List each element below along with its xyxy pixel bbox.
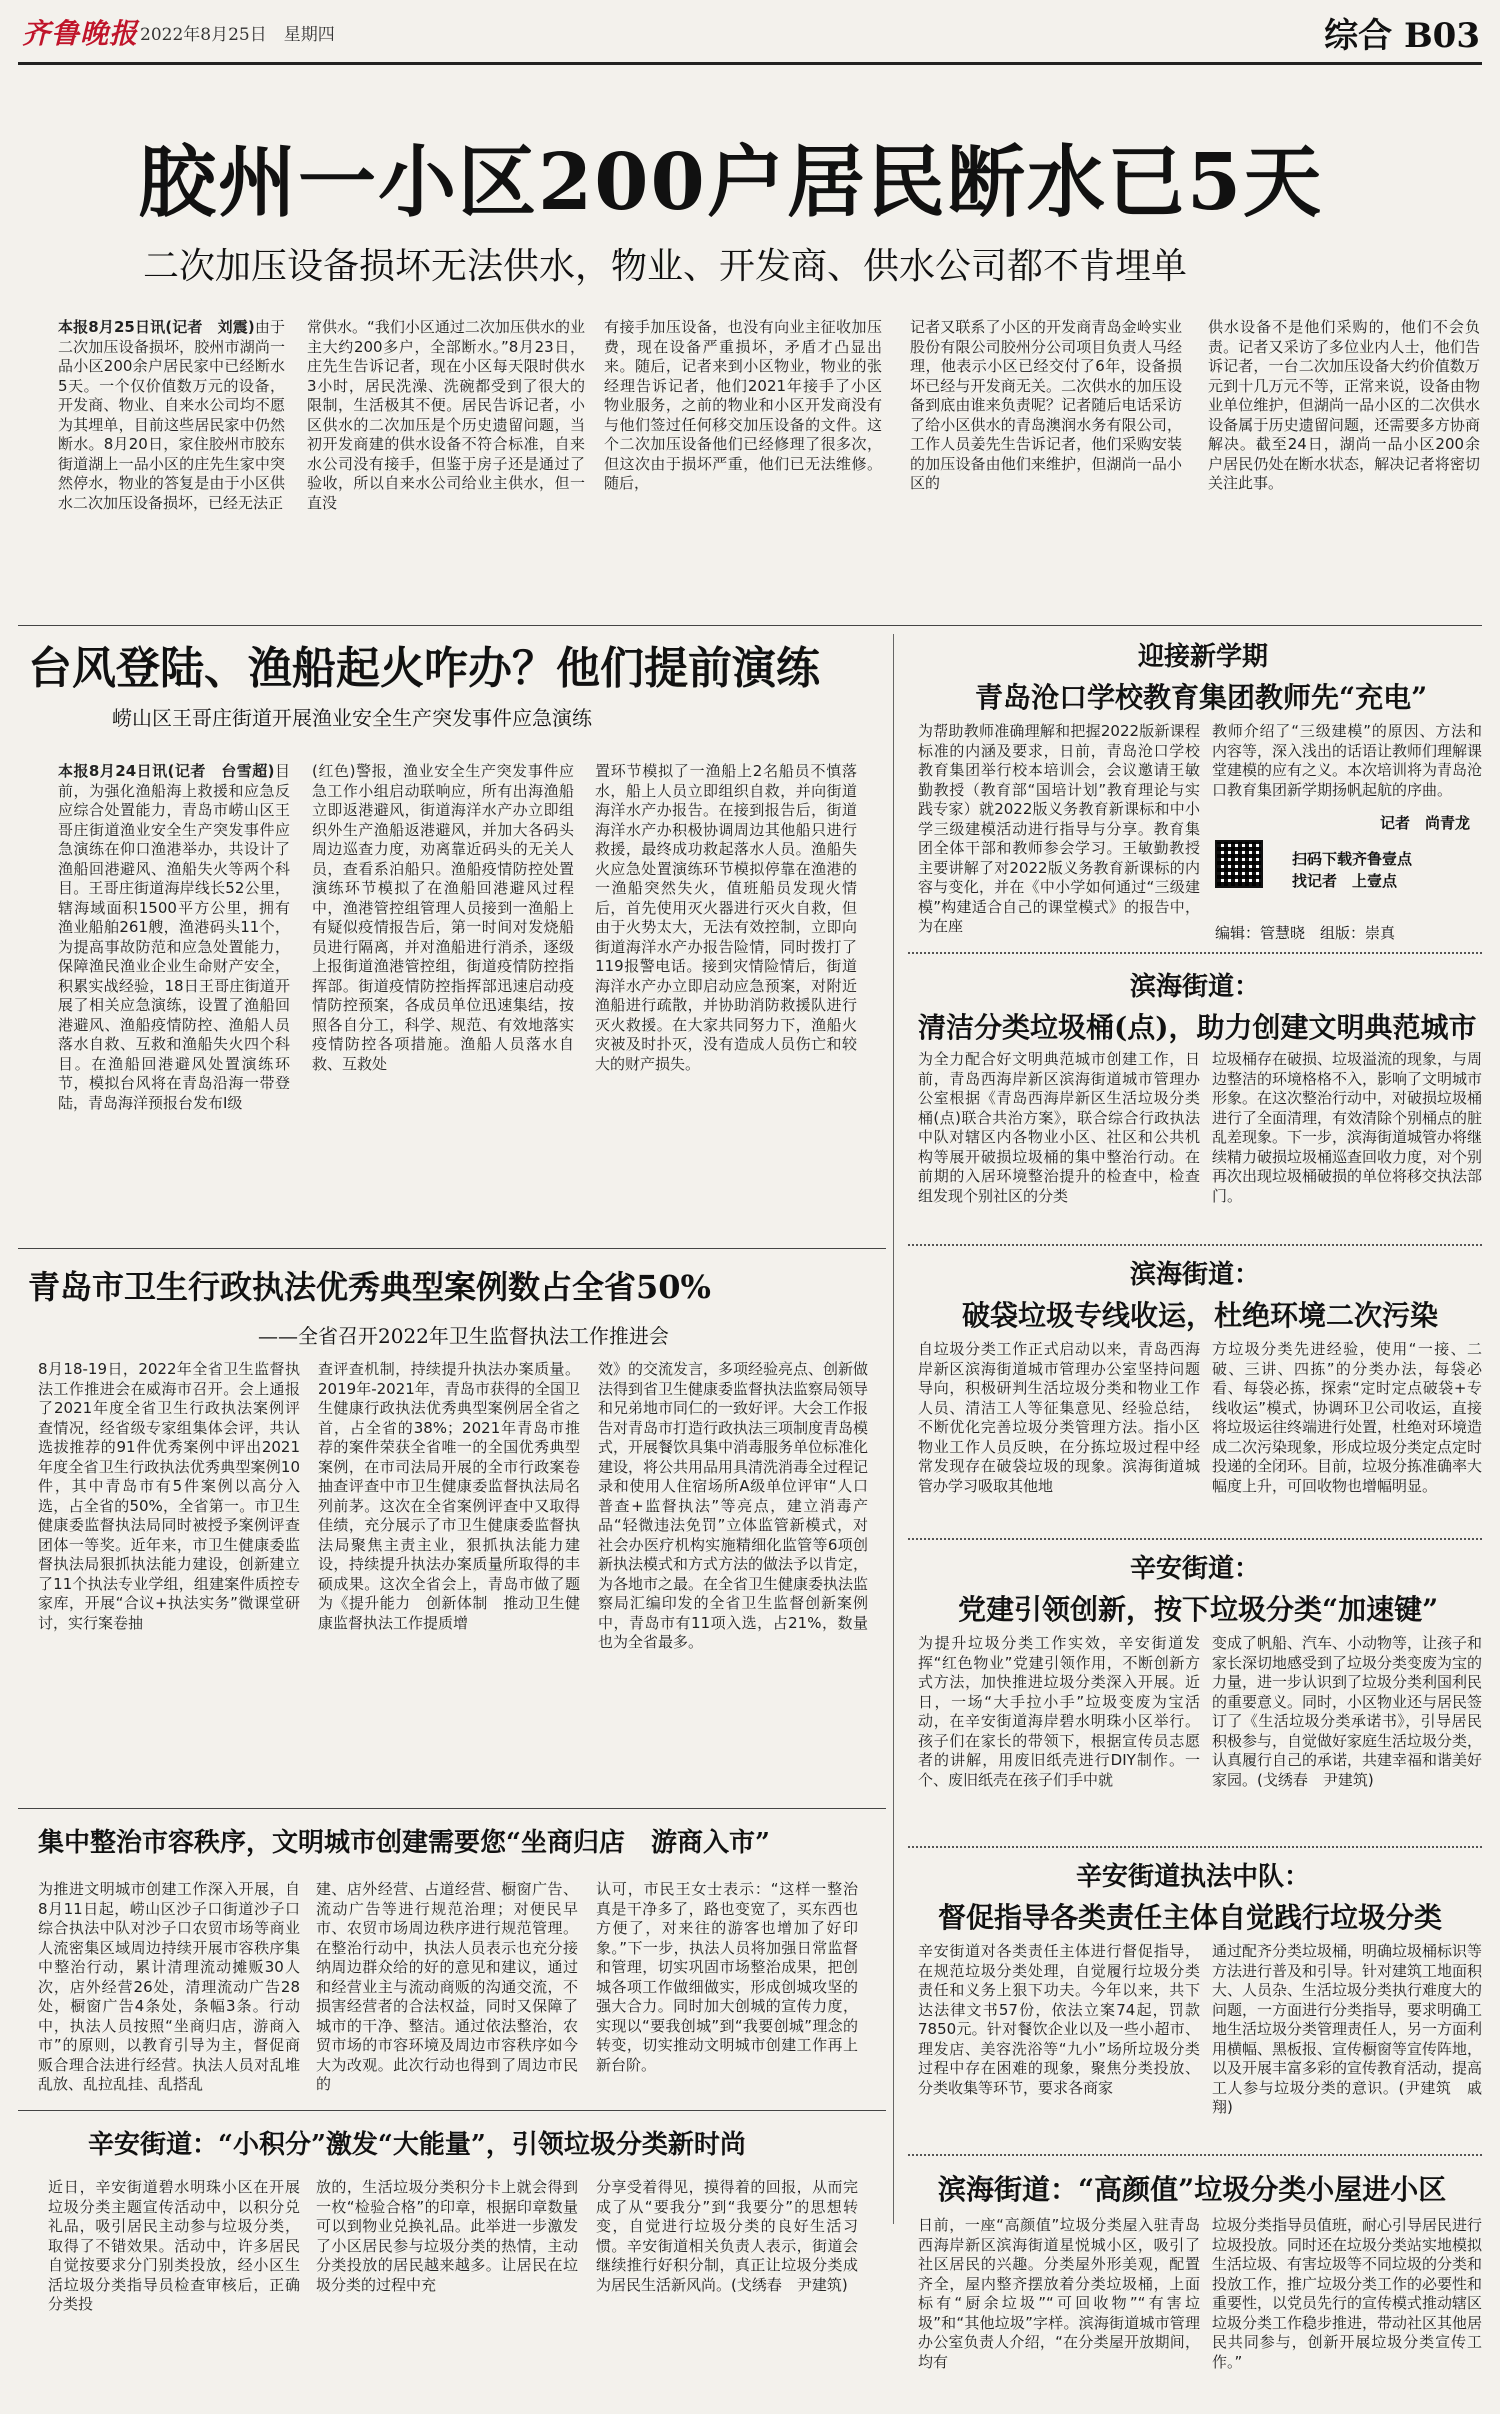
- article-3-col-2: 查评查机制，持续提升执法办案质量。2019年-2021年，青岛市获得的全国卫生健康行政执法优秀典型案例居全省之首，占全省的38%；2021年青岛市推荐的案件荣获全省唯一的全国优秀典型案例，在市司法局开展的全市行政案卷抽查评查中市卫生健康委监督执法局名列前茅。这次在全省案例评查中又取得佳绩，充分展示了市卫生健康委监督执法局聚焦主责主业，狠抓执法能力建设，持续提升执法办案质量所取得的丰硕成果。这次全省会上，青岛市做了题为《提升能力 创新体制 推动卫生健康监督执法工作提质增: [318, 1360, 580, 1632]
- article-1-subtitle: 二次加压设备损坏无法供水，物业、开发商、供水公司都不肯埋单: [143, 246, 1188, 287]
- article-2-col-1: 本报8月24日讯(记者 台雪超)目前，为强化渔船海上救援和应急反应综合处置能力，青岛市崂山区王哥庄街道渔业安全生产突发事件应急演练在仰口渔港举办，共设计了渔船回港避风、渔船失火等两个科目。王哥庄街道海岸线长52公里，辖海域面积1500平方公里，拥有渔业船舶261艘，渔港码头11个，为提高事故防范和应急处置能力，保障渔民渔业企业生命财产安全，积累实战经验，18日王哥庄街道开展了相关应急演练，设置了渔船回港避风、渔船疫情防控、渔船人员落水自救、互救和渔船失火四个科目。在渔船回港避风处置演练环节，模拟台风将在青岛沿海一带登陆，青岛海洋预报台发布I级: [58, 762, 290, 1112]
- article-5-title: 辛安街道：“小积分”激发“大能量”，引领垃圾分类新时尚: [88, 2130, 746, 2160]
- right-2-title: 清洁分类垃圾桶(点)，助力创建文明典范城市: [918, 1011, 1477, 1044]
- right-6-col-1: 日前，一座“高颜值”垃圾分类屋入驻青岛西海岸新区滨海街道星悦城小区，吸引了社区居民的兴趣。分类屋外形美观，配置齐全，屋内整齐摆放着分类垃圾桶，上面标有“厨余垃圾”“可回收物”“有害垃圾”和“其他垃圾”字样。滨海街道城市管理办公室负责人介绍，“在分类屋开放期间，均有: [918, 2216, 1200, 2371]
- article-2-rule: [18, 1248, 886, 1249]
- article-5-col-3: 分享受着得见，摸得着的回报，从而完成了从“要我分”到“我要分”的思想转变，自觉进行垃圾分类的良好生活习惯。辛安街道相关负责人表示，街道会继续推行好积分制，真正让垃圾分类成为居民生活新风尚。(戈绣春 尹建筑): [596, 2178, 858, 2294]
- right-5-col-1: 辛安街道对各类责任主体进行督促指导，在规范垃圾分类处理，自觉履行垃圾分类责任和义务上狠下功夫。今年以来，共下达法律文书57份，依法立案74起，罚款7850元。针对餐饮企业以及一些小超市、理发店、美容洗浴等“九小”场所垃圾分类过程中存在困难的现象，聚焦分类投放、分类收集等环节，要求各商家: [918, 1942, 1200, 2097]
- editor-credit: 编辑：管慧晓 组版：崇真: [1215, 924, 1396, 942]
- article-3-rule: [18, 1808, 886, 1809]
- column-divider: [893, 634, 894, 2224]
- right-1-col-1: 为帮助教师准确理解和把握2022版新课程标准的内涵及要求，日前，青岛沧口学校教育集团举行校本培训会，会议邀请王敏勤教授（教育部“国培计划”教育理论与实践专家）就2022版义务教育新课标和中小学三级建模活动进行指导与分享。教育集团全体干部和教师参会学习。王敏勤教授主要讲解了对2022版义务教育新课标的内容与变化，并在《中小学如何通过“三级建模”构建适合自己的课堂模式》的报告中，为在座: [918, 722, 1200, 935]
- right-6-col-2: 垃圾分类指导员值班，耐心引导居民进行垃圾投放。同时还在垃圾分类站实地模拟生活垃圾、有害垃圾等不同垃圾的分类和投放工作，推广垃圾分类工作的必要性和重要性，以党员先行的宣传模式推动辖区垃圾分类工作稳步推进，带动社区其他居民共同参与，创新开展垃圾分类宣传工作。”: [1212, 2216, 1482, 2371]
- right-5-rule: [908, 2154, 1482, 2156]
- right-5-title: 督促指导各类责任主体自觉践行垃圾分类: [938, 1901, 1443, 1934]
- right-2-col-2: 垃圾桶存在破损、垃圾溢流的现象，与周边整洁的环境格格不入，影响了文明城市形象。在这次整治行动中，对破损垃圾桶进行了全面清理，有效清除个别桶点的脏乱差现象。下一步，滨海街道城管办将继续精力破损垃圾桶巡查回收力度，对个别再次出现垃圾桶破损的单位将移交执法部门。: [1212, 1050, 1482, 1205]
- right-4-title: 党建引领创新，按下垃圾分类“加速键”: [958, 1593, 1439, 1626]
- article-1-col-4: 记者又联系了小区的开发商青岛金岭实业股份有限公司胶州分公司项目负责人马经理，他表示小区已经交付了6年，设备损坏已经与开发商无关。二次供水的加压设备到底由谁来负责呢？记者随后电话采访了给小区供水的青岛澳润水务有限公司，工作人员姜先生告诉记者，他们采购安装的加压设备由他们来维护，但湖尚一品小区的: [910, 318, 1182, 492]
- right-2-rule: [908, 1244, 1482, 1246]
- right-6-title: 滨海街道：“高颜值”垃圾分类小屋进小区: [938, 2173, 1447, 2206]
- right-4-rule: [908, 1846, 1482, 1848]
- right-1-kicker: 迎接新学期: [1138, 642, 1269, 672]
- article-3-subtitle: ——全省召开2022年卫生监督执法工作推进会: [258, 1324, 669, 1348]
- right-4-col-2: 变成了帆船、汽车、小动物等，让孩子和家长深切地感受到了垃圾分类变废为宝的力量，进一步认识到了垃圾分类利国利民的重要意义。同时，小区物业还与居民签订了《生活垃圾分类承诺书》，引导居民积极参与，自觉做好家庭生活垃圾分类，认真履行自己的承诺，共建幸福和谐美好家园。(戈绣春 尹建筑): [1212, 1634, 1482, 1789]
- article-3-col-1: 8月18-19日，2022年全省卫生监督执法工作推进会在威海市召开。会上通报了2021年度全省卫生行政执法案例评查情况，经省级专家组集体会评，共认选拔推荐的91件优秀案例中评出2021年度全省卫生行政执法优秀典型案例10件，其中青岛市有5件案例以高分入选，占全省的50%，全省第一。市卫生健康委监督执法局同时被授予案例评查团体一等奖。近年来，市卫生健康委监督执法局狠抓执法能力建设，创新建立了11个执法专业学组，组建案件质控专家库，开展“合议+执法实务”微课堂研讨，实行案卷抽: [38, 1360, 300, 1632]
- right-2-col-1: 为全力配合好文明典范城市创建工作，日前，青岛西海岸新区滨海街道城市管理办公室根据《青岛西海岸新区生活垃圾分类桶(点)联合共治方案》，联合综合行政执法中队对辖区内各物业小区、社区和公共机构等展开破损垃圾桶的集中整治行动。在前期的入居环境整治提升的检查中，检查组发现个别社区的分类: [918, 1050, 1200, 1205]
- right-3-kicker: 滨海街道：: [1130, 1260, 1261, 1290]
- right-4-kicker: 辛安街道：: [1130, 1554, 1261, 1584]
- right-3-col-2: 方垃圾分类先进经验，使用“一接、二破、三讲、四拣”的分类办法，每袋必看、每袋必拣，探索“定时定点破袋+专线收运”模式，协调环卫公司收运，直接将垃圾运往终端进行处置，杜绝对环境造成二次污染现象，形成垃圾分类定点定时投递的全闭环。目前，垃圾分拣准确率大幅度上升，可回收物也增幅明显。: [1212, 1340, 1482, 1495]
- article-2-byline: 本报8月24日讯(记者 台雪超): [58, 762, 275, 780]
- article-1-col-2: 常供水。“我们小区通过二次加压供水的业主大约200多户，全部断水。”8月23日，庄先生告诉记者，现在小区每天限时供水3小时，居民洗澡、洗碗都受到了很大的限制，生活极其不便。居民告诉记者，小区供水的二次加压是个历史遗留问题，当初开发商建的供水设备不符合标准，自来水公司没有接手，但鉴于房子还是通过了验收，所以自来水公司给业主供水，但一直没: [307, 318, 585, 512]
- article-1-col-5: 供水设备不是他们采购的，他们不会负责。记者又采访了多位业内人士，他们告诉记者，一台二次加压设备大约价值数万元到十几万元不等，正常来说，设备由物业单位维护，但湖尚一品小区的二次供水设备属于历史遗留问题，还需要多方协商解决。截至24日，湖尚一品小区200余户居民仍处在断水状态，解决记者将密切关注此事。: [1208, 318, 1480, 492]
- article-1-rule: [18, 625, 1482, 626]
- right-3-rule: [908, 1538, 1482, 1540]
- qr-caption: 扫码下载齐鲁壹点 找记者 上壹点: [1292, 850, 1413, 890]
- article-4-col-2: 建、店外经营、占道经营、橱窗广告、流动广告等进行规范治理；对便民早市、农贸市场周边秩序进行规范管理。在整治行动中，执法人员表示也充分接纳周边群众给的好的意见和建议，通过和经营业主与流动商贩的沟通交流，不损害经营者的合法权益，同时又保障了城市的干净、整洁。通过依法整治，农贸市场的市容环境及周边市容秩序如今大为改观。此次行动也得到了周边市民的: [316, 1880, 578, 2093]
- article-4-rule: [18, 2110, 886, 2111]
- article-2-col-3: 置环节模拟了一渔船上2名船员不慎落水，船上人员立即组织自救，并向街道海洋水产办报告。在接到报告后，街道海洋水产办积极协调周边其他船只进行救援，最终成功救起落水人员。渔船失火应急处置演练环节模拟停靠在渔港的一渔船突然失火，值班船员发现火情后，首先使用灭火器进行灭火自救，但由于火势太大，无法有效控制，立即向街道海洋水产办报告险情，同时拨打了119报警电话。接到灾情险情后，街道海洋水产办立即启动应急预案，对附近渔船进行疏散，并协助消防救援队进行灭火救援。在大家共同努力下，渔船火灾被及时扑灭，没有造成人员伤亡和较大的财产损失。: [595, 762, 857, 1073]
- article-5-col-1: 近日，辛安街道碧水明珠小区在开展垃圾分类主题宣传活动中，以积分兑礼品，吸引居民主动参与垃圾分类，取得了不错效果。活动中，许多居民自觉按要求分门别类投放，经小区生活垃圾分类指导员检查审核后，正确分类投: [48, 2178, 300, 2313]
- right-1-rule: [908, 952, 1482, 954]
- right-5-col-2: 通过配齐分类垃圾桶，明确垃圾桶标识等方法进行普及和引导。针对建筑工地面积大、人员杂、生活垃圾分类执行难度大的问题，一方面进行分类指导，要求明确工地生活垃圾分类管理责任人，另一方面利用横幅、黑板报、宣传橱窗等宣传阵地，以及开展丰富多彩的宣传教育活动，提高工人参与垃圾分类的意识。(尹建筑 戚翔): [1212, 1942, 1482, 2116]
- article-2-subtitle: 崂山区王哥庄街道开展渔业安全生产突发事件应急演练: [112, 706, 592, 730]
- masthead-rule: [18, 62, 1482, 65]
- right-3-col-1: 自垃圾分类工作正式启动以来，青岛西海岸新区滨海街道城市管理办公室坚持问题导向，积极研判生活垃圾分类和物业工作人员、清洁工人等征集意见、经验总结，不断优化完善垃圾分类管理方法。指小区物业工作人员反映，在分拣垃圾过程中经常发现存在破袋垃圾的现象。滨海街道城管办学习吸取其他地: [918, 1340, 1200, 1495]
- article-3-col-3: 效》的交流发言，多项经验亮点、创新做法得到省卫生健康委监督执法监察局领导和兄弟地市同仁的一致好评。大会工作报告对青岛市打造行政执法三项制度青岛模式，开展餐饮具集中消毒服务单位标准化建设，将公共用品用具清洗消毒全过程记录和使用人住宿场所A级单位评审“人口普查+监督执法”等亮点，建立消毒产品“轻微违法免罚”立体监管新模式，对社会办医疗机构实施精细化监管等6项创新执法模式和方式方法的做法予以肯定，为各地市之最。在全省卫生健康委执法监察局汇编印发的全省卫生监督创新案例中，青岛市有11项入选，占21%，数量也为全省最多。: [598, 1360, 868, 1651]
- right-2-kicker: 滨海街道：: [1130, 972, 1261, 1002]
- right-1-title: 青岛沧口学校教育集团教师先“充电”: [975, 681, 1428, 714]
- article-2-col-2: (红色)警报，渔业安全生产突发事件应急工作小组启动联响应，所有出海渔船立即返港避风，街道海洋水产办立即组织外生产渔船返港避风，并加大各码头周边巡查力度，劝离靠近码头的无关人员，查看系泊船只。渔船疫情防控处置演练环节模拟了在渔船回港避风过程中，渔港管控组管理人员接到一渔船上有疑似疫情报告后，第一时间对发烧船员进行隔离，并对渔船进行消杀，逐级上报街道渔港管控组，街道疫情防控指挥部。街道疫情防控指挥部迅速启动疫情防控预案，各成员单位迅速集结，按照各自分工，科学、规范、有效地落实疫情防控各项措施。渔船人员落水自救、互救处: [312, 762, 574, 1073]
- article-4-title: 集中整治市容秩序，文明城市创建需要您“坐商归店 游商入市”: [38, 1828, 770, 1858]
- article-1-col-1: 本报8月25日讯(记者 刘震)由于二次加压设备损坏，胶州市湖尚一品小区200余户居民家中已经断水5天。一个仅价值数万元的设备，开发商、物业、自来水公司均不愿为其埋单，目前这些居民家中仍然断水。8月20日，家住胶州市胶东街道湖上一品小区的庄先生家中突然停水，物业的答复是由于小区供水二次加压设备损坏，已经无法正: [58, 318, 285, 512]
- right-1-reporter: 记者 尚青龙: [1380, 814, 1471, 832]
- article-1-title: 胶州一小区200户居民断水已5天: [138, 137, 1324, 228]
- qr-code-icon: [1215, 840, 1263, 888]
- article-2-title: 台风登陆、渔船起火咋办？他们提前演练: [28, 643, 820, 694]
- right-1-col-2: 教师介绍了“三级建模”的原因、方法和内容等，深入浅出的话语让教师们理解课堂建模的应有之义。本次培训将为青岛沧口教育集团新学期扬帆起航的序曲。: [1212, 722, 1482, 799]
- right-4-col-1: 为提升垃圾分类工作实效，辛安街道发挥“红色物业”党建引领作用，不断创新方式方法，加快推进垃圾分类深入开展。近日，一场“大手拉小手”垃圾变废为宝活动，在辛安街道海岸碧水明珠小区举行。孩子们在家长的带领下，根据宣传员志愿者的讲解，用废旧纸壳进行DIY制作。一个、废旧纸壳在孩子们手中就: [918, 1634, 1200, 1789]
- right-5-kicker: 辛安街道执法中队：: [1076, 1862, 1311, 1892]
- article-5-col-2: 放的，生活垃圾分类积分卡上就会得到一枚“检验合格”的印章，根据印章数量可以到物业兑换礼品。此举进一步激发了小区居民参与垃圾分类的热情，主动分类投放的居民越来越多。让居民在垃圾分类的过程中充: [316, 2178, 578, 2294]
- newspaper-logo: 齐鲁晚报: [22, 17, 139, 50]
- article-1-col-3: 有接手加压设备，也没有向业主征收加压费，现在设备严重损坏，矛盾才凸显出来。随后，记者来到小区物业，物业的张经理告诉记者，他们2021年接手了小区物业服务，之前的物业和小区开发商没有与他们签过任何移交加压设备的文件。这个二次加压设备他们已经修理了很多次，但这次由于损坏严重，他们已无法维修。随后，: [604, 318, 882, 492]
- article-3-title: 青岛市卫生行政执法优秀典型案例数占全省50%: [28, 1268, 711, 1306]
- article-4-col-3: 认可，市民王女士表示：“这样一整治真是干净多了，路也变宽了，买东西也方便了，对来往的游客也增加了好印象。”下一步，执法人员将加强日常监督和管理，切实巩固市场整治成果，把创城各项工作做细做实，形成创城攻坚的强大合力。同时加大创城的宣传力度，实现以“要我创城”到“我要创城”理念的转变，切实推动文明城市创建工作再上新台阶。: [596, 1880, 858, 2074]
- right-3-title: 破袋垃圾专线收运，杜绝环境二次污染: [962, 1299, 1439, 1332]
- section-label: 综合 B03: [1324, 16, 1480, 56]
- article-1-byline: 本报8月25日讯(记者 刘震): [58, 318, 255, 336]
- article-4-col-1: 为推进文明城市创建工作深入开展，自8月11日起，崂山区沙子口街道沙子口综合执法中队对沙子口农贸市场等商业人流密集区域周边持续开展市容秩序集中整治行动，累计清理流动摊贩30人次，店外经营26处，清理流动广告28处，橱窗广告4条处，条幅3条。行动中，执法人员按照“坐商归店，游商入市”的原则，以教育引导为主，督促商贩合理合法进行经营。执法人员对乱堆乱放、乱拉乱挂、乱搭乱: [38, 1880, 300, 2093]
- issue-date: 2022年8月25日 星期四: [140, 25, 335, 45]
